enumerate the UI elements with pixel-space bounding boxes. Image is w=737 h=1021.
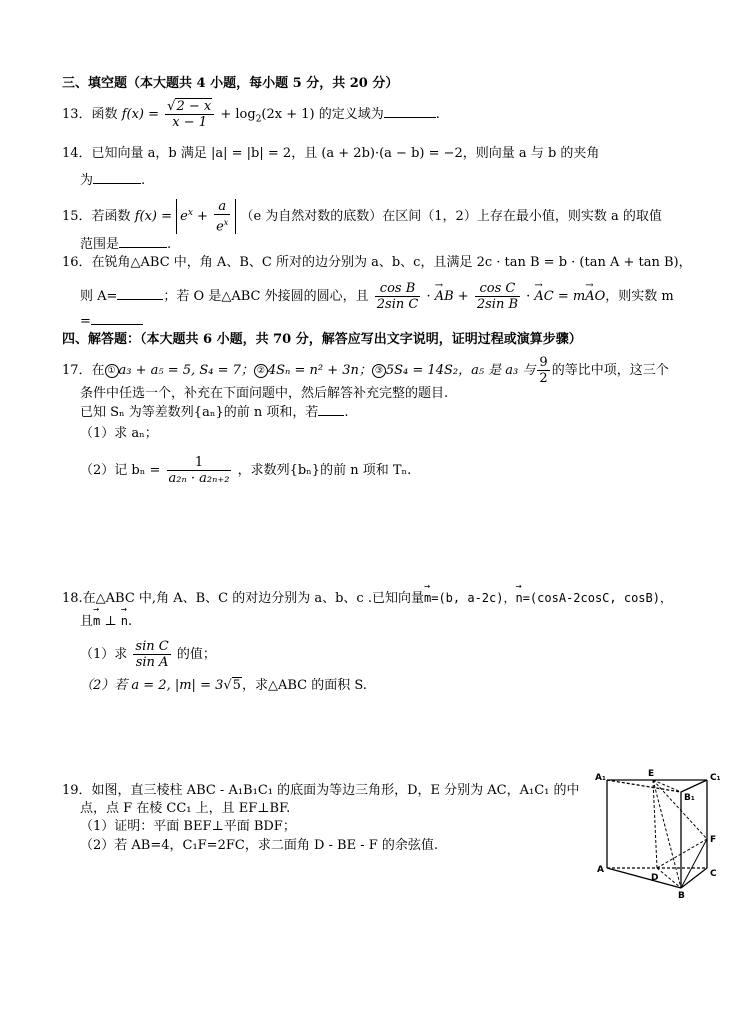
- question-15-line2: 范围是 .: [80, 237, 172, 252]
- answer-blank-16a[interactable]: [117, 299, 163, 300]
- question-17-line3: 已知 Sₙ 为等差数列{aₙ}的前 n 项和，若 .: [80, 405, 349, 420]
- question-14-line1: 14．已知向量 a，b 满足 |a| = |b| = 2，且 (a + 2b)·(a − b) = −2，则向量 a 与 b 的夹角: [62, 146, 600, 161]
- answer-blank-15[interactable]: [119, 247, 167, 248]
- q15-abs: $e^x$ + $\frac{a}{e^x}$: [176, 199, 236, 234]
- answer-blank-17[interactable]: [318, 415, 344, 416]
- label-a: A: [597, 865, 604, 875]
- question-17-part2: （2）记 bₙ = $\frac{1}{\text{a₂ₙ · a₂ₙ₊₂}}$ ，求数列{bₙ}的前 n 项和 Tₙ.: [80, 455, 412, 486]
- question-14-line2: 为 .: [80, 173, 146, 188]
- question-16-line2: 则 A= ；若 O 是△ABC 外接圆的圆心，且 $\frac{\text{cos B}}{\text{2sin C}}$ · → AB + $\frac{\text{cos C}}{\text{2sin B}}$ · → AC = m→ AO，则实数 m: [80, 281, 674, 312]
- section4-heading: 四、解答题：（本大题共 6 小题，共 70 分，解答应写出文字说明，证明过程或演算步骤）: [62, 332, 582, 347]
- section3-heading: 三、填空题（本大题共 4 小题，每小题 5 分，共 20 分）: [62, 76, 399, 91]
- q13-fraction: $\frac{√2 - x}{x - 1}$: [165, 99, 214, 130]
- label-f: F: [710, 835, 717, 845]
- question-18-part2: （2）若 a = 2, |m| = 3√5，求△ABC 的面积 S.: [80, 678, 367, 693]
- edge-bc: [681, 868, 707, 888]
- question-19-part1: （1）证明：平面 BEF⊥平面 BDF；: [80, 819, 296, 834]
- question-15-line1: 15．若函数 $f(x) = e^x$ + $\frac{a}{e^x}$ （e 为自然对数的底数）在区间（1，2）上存在最小值，则实数 a 的取值: [62, 199, 662, 235]
- line-eb: [653, 780, 681, 888]
- label-e: E: [648, 769, 655, 779]
- answer-blank-16b[interactable]: [91, 324, 143, 325]
- answer-blank-13[interactable]: [384, 117, 436, 118]
- question-18-part1: （1）求 $\frac{\text{sin C}}{\text{sin A}}$ 的值；: [80, 639, 216, 670]
- question-19-part2: （2）若 AB=4，C₁F=2FC，求二面角 D - BE - F 的余弦值.: [80, 838, 439, 853]
- line-ed: [653, 780, 657, 868]
- question-13: 13．函数 f(x) = $\frac{√2 - x}{x - 1}$ + $\log_2(2x + 1)$ 的定义域为 .: [62, 99, 440, 130]
- label-b1: B₁: [684, 793, 695, 803]
- edge-a1b1: [607, 780, 681, 792]
- label-d: D: [651, 873, 659, 883]
- question-18-line1: 18.在△ABC 中,角 A、B、C 的对边分别为 a、b、c .已知向量→ m=(b, a-2c)，→ n=(cosA-2cosC, cosB)，: [62, 589, 672, 608]
- question-19-line2: 点，点 F 在棱 CC₁ 上，且 EF⊥BF.: [80, 801, 291, 816]
- prism-figure: [595, 768, 730, 898]
- label-b: B: [678, 891, 685, 898]
- answer-blank-14[interactable]: [93, 183, 141, 184]
- question-17-line1: 17．在 ① a₃ + a₅ = 5, S₄ = 7； ② 4Sₙ = n² + 3n； ③ 5S₄ = 14S₂，a₅ 是 a₃ 与 $\frac{9}{2}$ 的等比中项，这三个: [62, 355, 669, 386]
- question-16-line1: 16．在锐角△ABC 中，角 A、B、C 所对的边分别为 a、b、c，且满足 2c · tan B = b · (tan A + tan B)，: [62, 255, 692, 270]
- label-c1: C₁: [710, 773, 721, 783]
- question-16-line3: =: [80, 313, 143, 331]
- question-18-line2: 且→ m ⊥ → n.: [80, 612, 132, 631]
- label-c: C: [710, 869, 717, 879]
- label-a1: A₁: [595, 773, 606, 783]
- question-17-part1: （1）求 aₙ；: [80, 426, 158, 441]
- edge-ab: [607, 868, 681, 888]
- question-19-line1: 19．如图，直三棱柱 ABC - A₁B₁C₁ 的底面为等边三角形，D，E 分别为 AC，A₁C₁ 的中: [62, 783, 580, 798]
- question-17-line2: 条件中任选一个，补充在下面问题中，然后解答补充完整的题目.: [80, 386, 449, 401]
- edge-b1c1: [681, 780, 707, 792]
